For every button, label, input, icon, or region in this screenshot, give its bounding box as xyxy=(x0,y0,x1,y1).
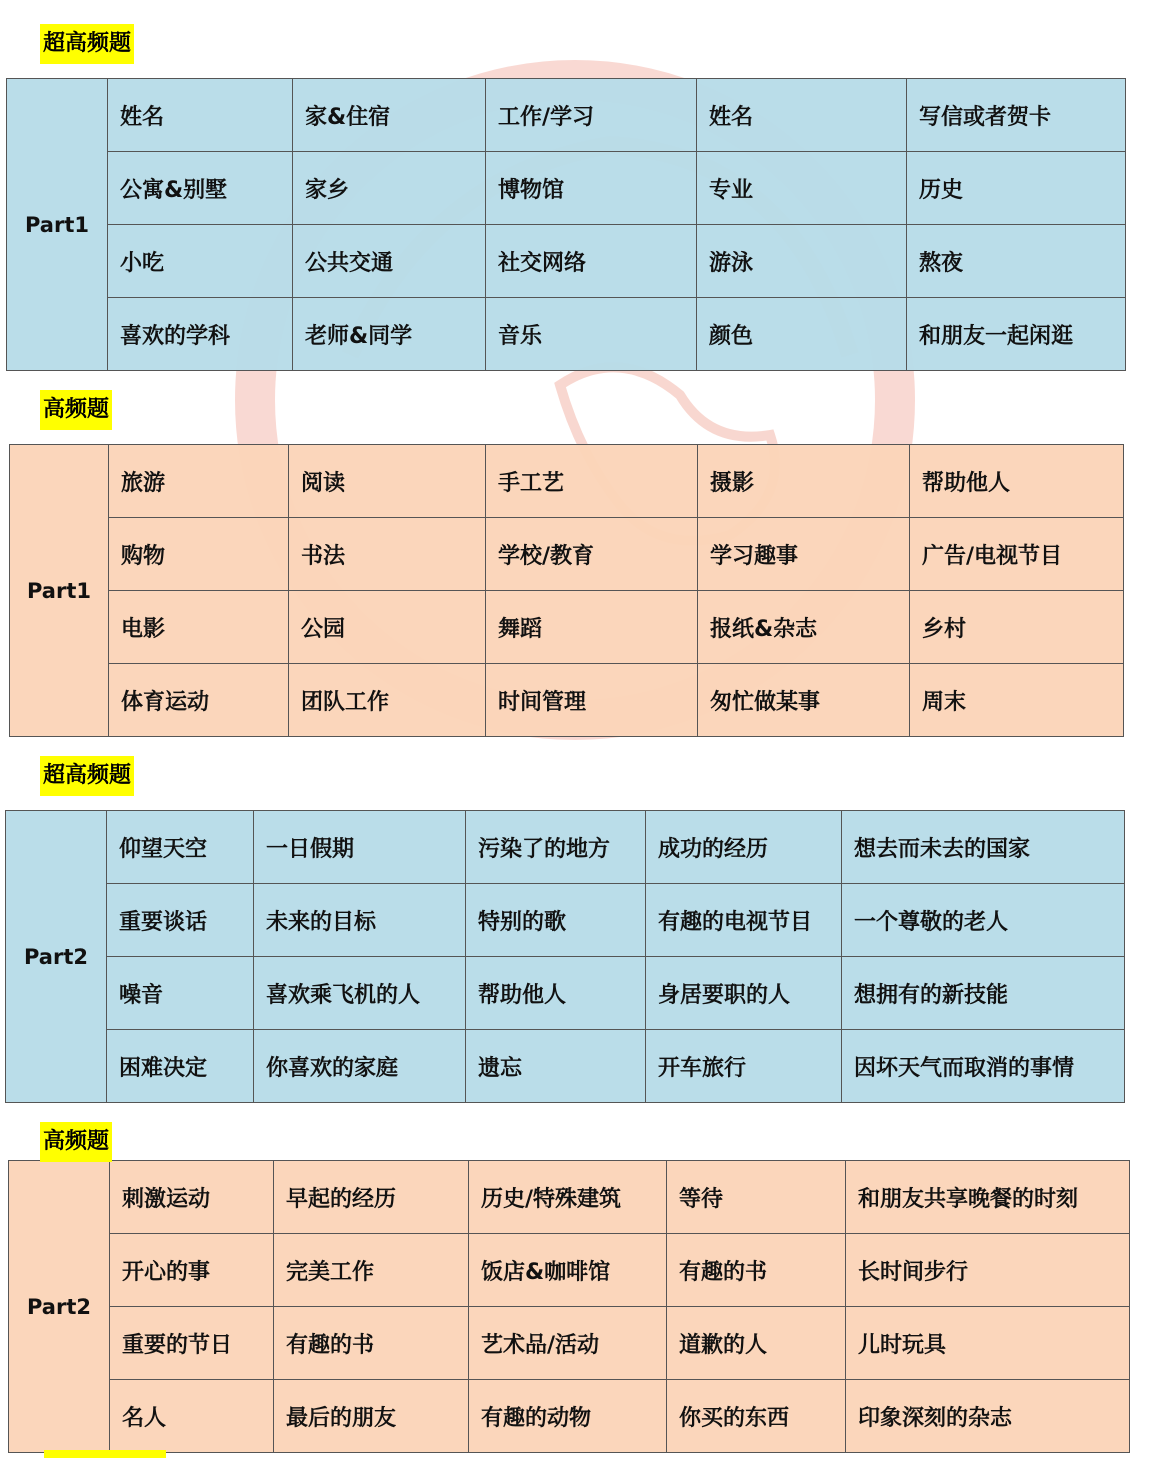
topic-cell: 有趣的书 xyxy=(274,1307,469,1380)
topic-cell: 道歉的人 xyxy=(667,1307,846,1380)
section-label-1: 超高频题 xyxy=(40,24,134,64)
part-label: Part1 xyxy=(7,79,108,371)
section-label-3: 超高频题 xyxy=(40,756,134,796)
topic-cell: 开车旅行 xyxy=(646,1030,842,1103)
highlight-strip xyxy=(44,1450,166,1458)
topic-cell: 周末 xyxy=(910,664,1124,737)
topic-cell: 历史 xyxy=(907,152,1126,225)
topic-cell: 有趣的动物 xyxy=(469,1380,667,1453)
topic-cell: 团队工作 xyxy=(289,664,486,737)
table-row xyxy=(6,1030,1125,1103)
topic-cell: 早起的经历 xyxy=(274,1161,469,1234)
topic-cell: 喜欢乘飞机的人 xyxy=(254,957,466,1030)
table-row xyxy=(10,664,1124,737)
topic-cell: 姓名 xyxy=(697,79,907,152)
topic-cell: 名人 xyxy=(110,1380,274,1453)
topic-cell: 老师&同学 xyxy=(293,298,486,371)
topic-cell: 特别的歌 xyxy=(466,884,646,957)
topic-table-3 xyxy=(5,810,1125,1103)
topic-cell: 阅读 xyxy=(289,445,486,518)
topic-cell: 帮助他人 xyxy=(466,957,646,1030)
part-label: Part2 xyxy=(6,811,107,1103)
topic-cell: 刺激运动 xyxy=(110,1161,274,1234)
topic-cell: 你喜欢的家庭 xyxy=(254,1030,466,1103)
topic-cell: 家乡 xyxy=(293,152,486,225)
topic-cell: 书法 xyxy=(289,518,486,591)
topic-cell: 摄影 xyxy=(698,445,910,518)
table-row xyxy=(9,1234,1130,1307)
topic-cell: 购物 xyxy=(109,518,289,591)
topic-cell: 完美工作 xyxy=(274,1234,469,1307)
topic-cell: 小吃 xyxy=(108,225,293,298)
topic-cell: 体育运动 xyxy=(109,664,289,737)
topic-cell: 学习趣事 xyxy=(698,518,910,591)
topic-cell: 手工艺 xyxy=(486,445,698,518)
topic-cell: 身居要职的人 xyxy=(646,957,842,1030)
topic-cell: 公园 xyxy=(289,591,486,664)
topic-cell: 一日假期 xyxy=(254,811,466,884)
topic-cell: 和朋友共享晚餐的时刻 xyxy=(846,1161,1130,1234)
topic-cell: 学校/教育 xyxy=(486,518,698,591)
topic-cell: 有趣的书 xyxy=(667,1234,846,1307)
topic-cell: 博物馆 xyxy=(486,152,697,225)
topic-cell: 想拥有的新技能 xyxy=(842,957,1125,1030)
table-row xyxy=(9,1307,1130,1380)
section-label-2: 高频题 xyxy=(40,390,112,430)
table-row xyxy=(6,811,1125,884)
topic-cell: 有趣的电视节目 xyxy=(646,884,842,957)
topic-cell: 长时间步行 xyxy=(846,1234,1130,1307)
section-label-4: 高频题 xyxy=(40,1122,112,1162)
topic-cell: 写信或者贺卡 xyxy=(907,79,1126,152)
topic-cell: 印象深刻的杂志 xyxy=(846,1380,1130,1453)
table-row xyxy=(7,152,1126,225)
topic-cell: 噪音 xyxy=(107,957,254,1030)
topic-cell: 匆忙做某事 xyxy=(698,664,910,737)
topic-table-4 xyxy=(8,1160,1130,1453)
topic-cell: 舞蹈 xyxy=(486,591,698,664)
topic-cell: 饭店&咖啡馆 xyxy=(469,1234,667,1307)
topic-cell: 报纸&杂志 xyxy=(698,591,910,664)
topic-cell: 最后的朋友 xyxy=(274,1380,469,1453)
part-label: Part2 xyxy=(9,1161,110,1453)
topic-cell: 颜色 xyxy=(697,298,907,371)
table-row xyxy=(7,298,1126,371)
topic-cell: 开心的事 xyxy=(110,1234,274,1307)
topic-cell: 困难决定 xyxy=(107,1030,254,1103)
topic-cell: 音乐 xyxy=(486,298,697,371)
topic-cell: 和朋友一起闲逛 xyxy=(907,298,1126,371)
topic-cell: 时间管理 xyxy=(486,664,698,737)
topic-cell: 游泳 xyxy=(697,225,907,298)
topic-cell: 仰望天空 xyxy=(107,811,254,884)
table-row xyxy=(10,518,1124,591)
topic-cell: 历史/特殊建筑 xyxy=(469,1161,667,1234)
topic-cell: 成功的经历 xyxy=(646,811,842,884)
topic-cell: 遗忘 xyxy=(466,1030,646,1103)
topic-cell: 重要的节日 xyxy=(110,1307,274,1380)
topic-cell: 广告/电视节目 xyxy=(910,518,1124,591)
topic-cell: 公共交通 xyxy=(293,225,486,298)
table-row xyxy=(7,79,1126,152)
topic-cell: 污染了的地方 xyxy=(466,811,646,884)
topic-cell: 喜欢的学科 xyxy=(108,298,293,371)
topic-cell: 公寓&别墅 xyxy=(108,152,293,225)
topic-cell: 你买的东西 xyxy=(667,1380,846,1453)
topic-cell: 一个尊敬的老人 xyxy=(842,884,1125,957)
table-row xyxy=(10,445,1124,518)
topic-cell: 儿时玩具 xyxy=(846,1307,1130,1380)
topic-cell: 家&住宿 xyxy=(293,79,486,152)
topic-cell: 乡村 xyxy=(910,591,1124,664)
table-row xyxy=(6,957,1125,1030)
table-row xyxy=(7,225,1126,298)
topic-cell: 因坏天气而取消的事情 xyxy=(842,1030,1125,1103)
topic-cell: 等待 xyxy=(667,1161,846,1234)
topic-cell: 电影 xyxy=(109,591,289,664)
topic-cell: 熬夜 xyxy=(907,225,1126,298)
topic-cell: 专业 xyxy=(697,152,907,225)
topic-cell: 旅游 xyxy=(109,445,289,518)
topic-cell: 重要谈话 xyxy=(107,884,254,957)
topic-cell: 艺术品/活动 xyxy=(469,1307,667,1380)
topic-table-1 xyxy=(6,78,1126,371)
topic-cell: 帮助他人 xyxy=(910,445,1124,518)
topic-cell: 姓名 xyxy=(108,79,293,152)
topic-cell: 未来的目标 xyxy=(254,884,466,957)
topic-cell: 工作/学习 xyxy=(486,79,697,152)
topic-cell: 想去而未去的国家 xyxy=(842,811,1125,884)
table-row xyxy=(10,591,1124,664)
table-row xyxy=(9,1380,1130,1453)
topic-table-2 xyxy=(9,444,1124,737)
topic-cell: 社交网络 xyxy=(486,225,697,298)
part-label: Part1 xyxy=(10,445,109,737)
table-row xyxy=(9,1161,1130,1234)
table-row xyxy=(6,884,1125,957)
